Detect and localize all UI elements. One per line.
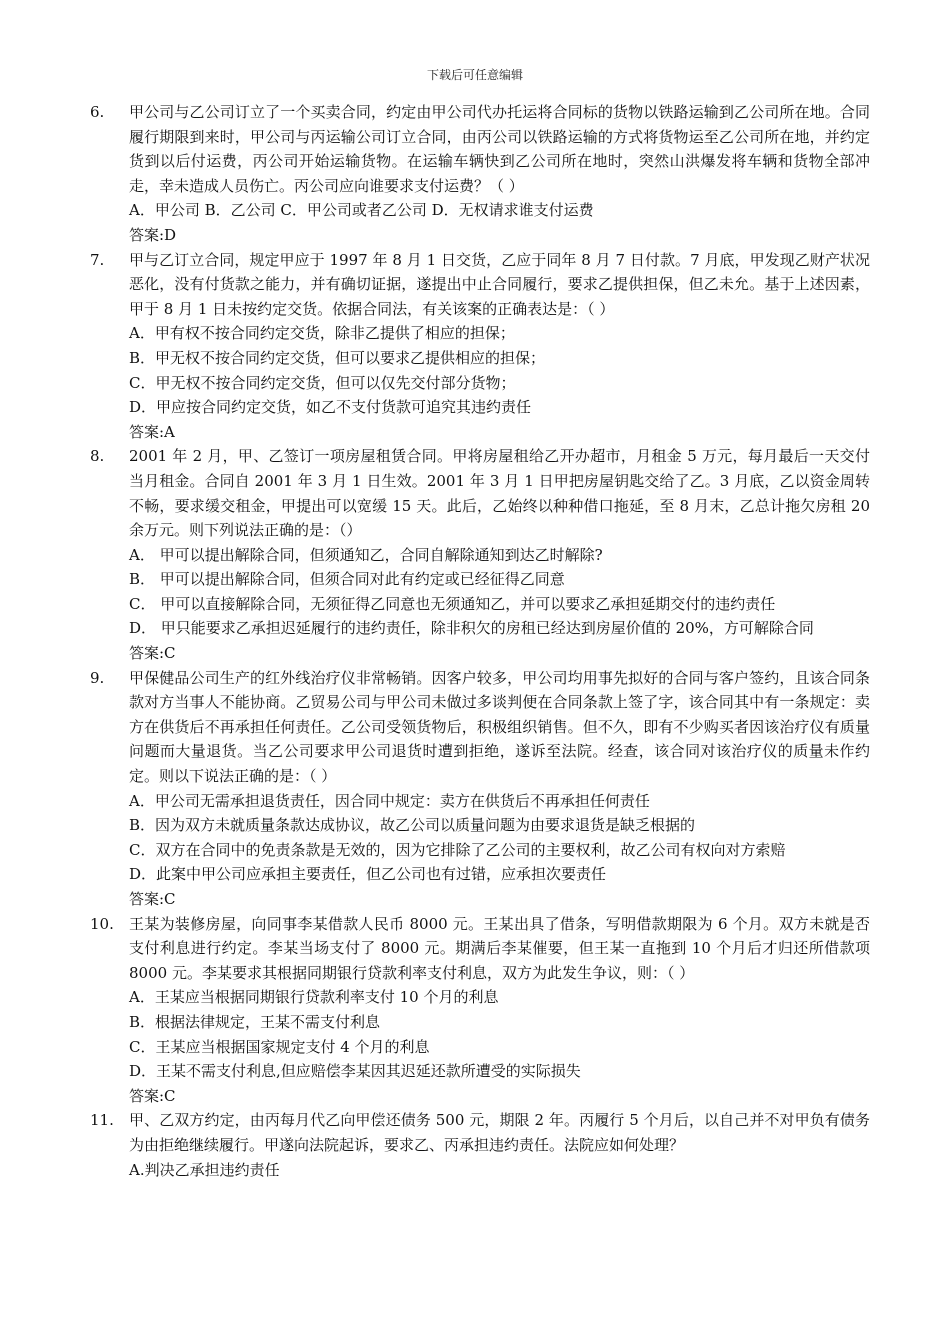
answer-option: C．双方在合同中的免责条款是无效的，因为它排除了乙公司的主要权利，故乙公司有权向对方索赔	[129, 840, 786, 859]
answer-option: D． 甲只能要求乙承担迟延履行的违约责任，除非积欠的房租已经达到房屋价值的 20%，方可解除合同	[129, 619, 814, 638]
question-number: 10.	[90, 914, 114, 933]
answer-option: B． 甲可以提出解除合同，但须合同对此有约定或已经征得乙同意	[129, 570, 565, 589]
question-content	[129, 666, 870, 912]
question-content	[129, 912, 870, 1109]
question-item	[90, 100, 870, 248]
answer-option: B．根据法律规定，王某不需支付利息	[129, 1012, 381, 1031]
answer-option: A．甲公司 B．乙公司 C．甲公司或者乙公司 D．无权请求谁支付运费	[129, 201, 594, 220]
question-number: 7.	[90, 250, 105, 269]
question-content	[129, 248, 870, 445]
question-stem: 甲公司与乙公司订立了一个买卖合同，约定由甲公司代办托运将合同标的货物以铁路运输到乙公司所在地。合同履行期限到来时，甲公司与丙运输公司订立合同，由丙公司以铁路运输的方式将货物运至乙公司所在地，并约定货到以后付运费，丙公司开始运输货物。在运输车辆快到乙公司所在地时，突然山洪爆发将车辆和货物全部冲走，幸未造成人员伤亡。丙公司应向谁要求支付运费？（ ）	[129, 103, 870, 195]
answer-option: A．甲公司无需承担退货责任，因合同中规定：卖方在供货后不再承担任何责任	[129, 791, 650, 810]
answer-option: B．甲无权不按合同约定交货，但可以要求乙提供相应的担保；	[129, 348, 546, 367]
answer-option: B．因为双方未就质量条款达成协议，故乙公司以质量问题为由要求退货是缺乏根据的	[129, 816, 696, 835]
answer-key: 答案:C	[129, 890, 176, 908]
question-stem: 王某为装修房屋，向同事李某借款人民币 8000 元。王某出具了借条，写明借款期限为 6 个月。双方未就是否支付利息进行约定。李某当场支付了 8000 元。期满后李某催要，但王某一直拖到 10 个月后才归还所借款项 8000 元。李某要求其根据同期银行贷款利率支付利息，双方为此发生争议，则：（ ）	[129, 914, 870, 982]
question-item	[90, 912, 870, 1109]
question-number: 9.	[90, 668, 105, 687]
question-number: 11.	[90, 1111, 114, 1130]
question-item	[90, 444, 870, 665]
question-item	[90, 1108, 870, 1182]
answer-option: C．王某应当根据国家规定支付 4 个月的利息	[129, 1037, 430, 1056]
question-stem: 甲、乙双方约定，由丙每月代乙向甲偿还债务 500 元，期限 2 年。丙履行 5 个月后，以自己并不对甲负有债务为由拒绝继续履行。甲遂向法院起诉，要求乙、丙承担违约责任。法院应如何处理？	[129, 1111, 870, 1154]
answer-key: 答案:C	[129, 1086, 176, 1105]
question-content	[129, 444, 870, 665]
answer-option: D．此案中甲公司应承担主要责任，但乙公司也有过错，应承担次要责任	[129, 865, 607, 884]
answer-option: D．甲应按合同约定交货，如乙不支付货款可追究其违约责任	[129, 398, 532, 417]
question-stem: 甲保健品公司生产的红外线治疗仪非常畅销。因客户较多，甲公司均用事先拟好的合同与客户签约，且该合同条款对方当事人不能协商。乙贸易公司与甲公司未做过多谈判便在合同条款上签了字，该合同其中有一条规定：卖方在供货后不再承担任何责任。乙公司受领货物后，积极组织销售。但不久，即有不少购买者因该治疗仪有质量问题而大量退货。当乙公司要求甲公司退货时遭到拒绝，遂诉至法院。经查，该合同对该治疗仪的质量未作约定。则以下说法正确的是：（ ）	[129, 668, 870, 786]
question-list	[90, 100, 870, 1182]
question-content	[129, 1108, 870, 1182]
answer-option: A．王某应当根据同期银行贷款利率支付 10 个月的利息	[129, 988, 499, 1007]
answer-key: 答案:D	[129, 225, 177, 244]
answer-option: A． 甲可以提出解除合同，但须通知乙，合同自解除通知到达乙时解除?	[129, 545, 603, 564]
question-item	[90, 666, 870, 912]
answer-option: A．甲有权不按合同约定交货，除非乙提供了相应的担保；	[129, 324, 515, 343]
question-item	[90, 248, 870, 445]
answer-option: C．甲无权不按合同约定交货，但可以仅先交付部分货物；	[129, 373, 516, 392]
question-stem: 2001 年 2 月，甲、乙签订一项房屋租赁合同。甲将房屋租给乙开办超市，月租金 5 万元，每月最后一天交付当月租金。合同自 2001 年 3 月 1 日生效。2001 年 3 月 1 日甲把房屋钥匙交给了乙。3 月底，乙以资金周转不畅，要求缓交租金，甲提出可以宽缓 15 天。此后，乙始终以种种借口拖延，至 8 月末，乙总计拖欠房租 20 余万元。则下列说法正确的是：（）	[129, 447, 870, 540]
answer-key: 答案:A	[129, 422, 175, 441]
question-content	[129, 100, 870, 248]
question-number: 6.	[90, 103, 105, 121]
answer-option: C． 甲可以直接解除合同，无须征得乙同意也无须通知乙，并可以要求乙承担延期交付的违约责任	[129, 594, 776, 613]
question-number: 8.	[90, 447, 105, 466]
answer-option: D．王某不需支付利息,但应赔偿李某因其迟延还款所遭受的实际损失	[129, 1062, 581, 1081]
answer-option: A.判决乙承担违约责任	[129, 1160, 280, 1179]
page-header: 下载后可任意编辑	[426, 68, 523, 82]
question-stem: 甲与乙订立合同，规定甲应于 1997 年 8 月 1 日交货，乙应于同年 8 月 7 日付款。7 月底，甲发现乙财产状况恶化，没有付货款之能力，并有确切证据，遂提出中止合同履行，要求乙提供担保，但乙未允。基于上述因素，甲于 8 月 1 日未按约定交货。依据合同法，有关该案的正确表达是：（ ）	[129, 250, 870, 318]
answer-key: 答案:C	[129, 644, 176, 663]
